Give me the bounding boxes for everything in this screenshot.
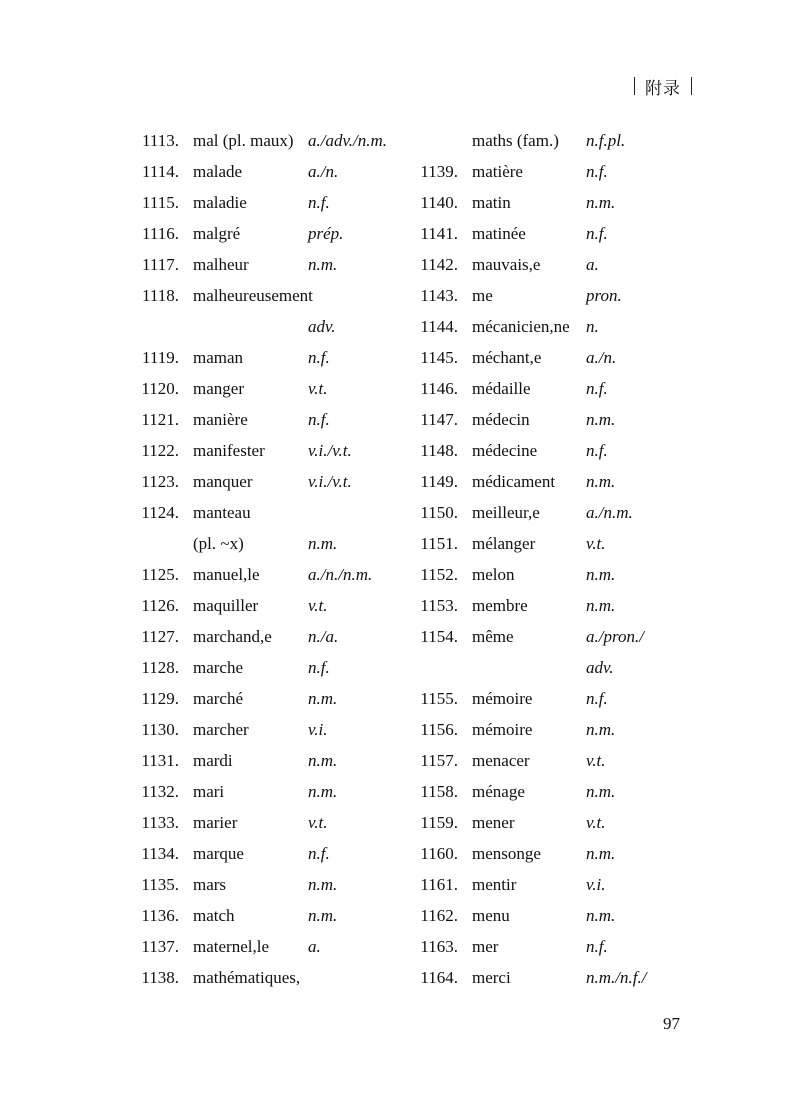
entry-word: marche bbox=[193, 658, 244, 677]
entry-part-of-speech: n.m. bbox=[586, 410, 616, 429]
list-item bbox=[0, 466, 800, 497]
entry-part-of-speech: n.m. bbox=[586, 906, 616, 925]
entry-number: 1142. bbox=[420, 255, 458, 274]
entry-number: 1136. bbox=[141, 906, 179, 925]
entry-part-of-speech: n.m. bbox=[308, 875, 338, 894]
entry-word: marchand,e bbox=[193, 627, 272, 646]
entry-word: marier bbox=[193, 813, 238, 832]
entry-part-of-speech: a./n. bbox=[308, 162, 339, 181]
entry-number: 1120. bbox=[141, 379, 179, 398]
entry-word: melon bbox=[472, 565, 515, 584]
entry-number: 1148. bbox=[420, 441, 458, 460]
list-item bbox=[0, 652, 800, 683]
entry-word: marcher bbox=[193, 720, 249, 739]
list-item bbox=[0, 342, 800, 373]
entry-part-of-speech: n.m. bbox=[308, 906, 338, 925]
entry-part-of-speech: a./adv./n.m. bbox=[308, 131, 388, 150]
list-item bbox=[0, 869, 800, 900]
entry-part-of-speech: adv. bbox=[308, 317, 336, 336]
entry-number: 1126. bbox=[141, 596, 179, 615]
entry-word: me bbox=[472, 286, 493, 305]
entry-number: 1119. bbox=[142, 348, 179, 367]
entry-part-of-speech: n.f. bbox=[308, 410, 330, 429]
entry-word: maman bbox=[193, 348, 244, 367]
list-item bbox=[0, 404, 800, 435]
entry-part-of-speech: n.m. bbox=[308, 689, 338, 708]
entry-number: 1124. bbox=[141, 503, 179, 522]
entry-part-of-speech: n.m. bbox=[586, 565, 616, 584]
entry-number: 1149. bbox=[420, 472, 458, 491]
entry-word: mauvais,e bbox=[472, 255, 541, 274]
entry-part-of-speech: prép. bbox=[308, 224, 344, 243]
entry-part-of-speech: v.t. bbox=[308, 379, 328, 398]
list-item bbox=[0, 311, 800, 342]
entry-word: match bbox=[193, 906, 235, 925]
list-item bbox=[0, 156, 800, 187]
entry-word: menu bbox=[472, 906, 510, 925]
entry-part-of-speech: a./n.m. bbox=[586, 503, 633, 522]
page-header bbox=[634, 74, 692, 98]
entry-part-of-speech: n.m./n.f./ bbox=[586, 968, 647, 987]
entry-number: 1121. bbox=[141, 410, 179, 429]
header-divider-right bbox=[691, 77, 692, 95]
entry-word: mari bbox=[193, 782, 225, 801]
entry-number: 1138. bbox=[141, 968, 179, 987]
list-item bbox=[0, 621, 800, 652]
entry-word: meilleur,e bbox=[472, 503, 540, 522]
entry-number: 1131. bbox=[141, 751, 179, 770]
entry-word: mardi bbox=[193, 751, 233, 770]
list-item bbox=[0, 714, 800, 745]
entry-word: malgré bbox=[193, 224, 241, 243]
entry-part-of-speech: v.i. bbox=[308, 720, 328, 739]
list-item bbox=[0, 683, 800, 714]
entry-number: 1161. bbox=[420, 875, 458, 894]
list-item bbox=[0, 931, 800, 962]
entry-part-of-speech: n.m. bbox=[586, 720, 616, 739]
entry-part-of-speech: n.f. bbox=[308, 658, 330, 677]
entry-number: 1164. bbox=[420, 968, 458, 987]
entry-word: mentir bbox=[472, 875, 517, 894]
entry-word: mars bbox=[193, 875, 227, 894]
entry-part-of-speech: v.t. bbox=[308, 813, 328, 832]
entry-number: 1139. bbox=[420, 162, 458, 181]
page-number: 97 bbox=[663, 1014, 680, 1033]
entry-number: 1154. bbox=[420, 627, 458, 646]
entry-word: maths (fam.) bbox=[472, 131, 559, 150]
entry-number: 1147. bbox=[420, 410, 458, 429]
list-item bbox=[0, 559, 800, 590]
header-divider-left bbox=[634, 77, 635, 95]
entry-number: 1156. bbox=[420, 720, 458, 739]
entry-word: mélanger bbox=[472, 534, 536, 553]
entry-number: 1163. bbox=[420, 937, 458, 956]
entry-number: 1130. bbox=[141, 720, 179, 739]
entry-part-of-speech: a./n./n.m. bbox=[308, 565, 373, 584]
entry-number: 1160. bbox=[420, 844, 458, 863]
header-title: 附录 bbox=[645, 78, 681, 98]
list-item bbox=[0, 280, 800, 311]
entry-word: mémoire bbox=[472, 720, 533, 739]
entry-part-of-speech: n.f. bbox=[586, 689, 608, 708]
entry-word: manière bbox=[193, 410, 248, 429]
list-item bbox=[0, 962, 800, 993]
list-item bbox=[0, 590, 800, 621]
list-item bbox=[0, 776, 800, 807]
entry-number: 1159. bbox=[420, 813, 458, 832]
entry-part-of-speech: n.m. bbox=[586, 782, 616, 801]
entry-word: matin bbox=[472, 193, 511, 212]
entry-word: mémoire bbox=[472, 689, 533, 708]
entry-word: marque bbox=[193, 844, 244, 863]
list-item bbox=[0, 900, 800, 931]
entry-word: malheur bbox=[193, 255, 249, 274]
entry-word: (pl. ~x) bbox=[193, 534, 244, 553]
entry-number: 1123. bbox=[141, 472, 179, 491]
entry-word: médecine bbox=[472, 441, 538, 460]
entry-part-of-speech: n.f. bbox=[586, 162, 608, 181]
list-item bbox=[0, 249, 800, 280]
entry-part-of-speech: v.i. bbox=[586, 875, 606, 894]
entry-number: 1146. bbox=[420, 379, 458, 398]
entry-word: matière bbox=[472, 162, 523, 181]
entry-number: 1115. bbox=[142, 193, 179, 212]
entry-word: malade bbox=[193, 162, 243, 181]
entry-word: maternel,le bbox=[193, 937, 269, 956]
entry-number: 1153. bbox=[420, 596, 458, 615]
list-item bbox=[0, 187, 800, 218]
entry-part-of-speech: v.t. bbox=[308, 596, 328, 615]
entry-number: 1128. bbox=[141, 658, 179, 677]
entry-part-of-speech: n.m. bbox=[586, 596, 616, 615]
entry-number: 1162. bbox=[420, 906, 458, 925]
list-item bbox=[0, 528, 800, 559]
entry-part-of-speech: n.f. bbox=[586, 937, 608, 956]
entry-part-of-speech: a./pron./ bbox=[586, 627, 644, 646]
list-item bbox=[0, 807, 800, 838]
entry-part-of-speech: n./a. bbox=[308, 627, 339, 646]
entry-part-of-speech: n.f. bbox=[586, 379, 608, 398]
entry-part-of-speech: v.i./v.t. bbox=[308, 441, 352, 460]
entry-number: 1143. bbox=[420, 286, 458, 305]
entry-part-of-speech: n.m. bbox=[586, 472, 616, 491]
list-item bbox=[0, 218, 800, 249]
entry-word: manifester bbox=[193, 441, 265, 460]
entry-number: 1125. bbox=[141, 565, 179, 584]
entry-number: 1141. bbox=[420, 224, 458, 243]
entry-word: merci bbox=[472, 968, 511, 987]
entry-number: 1127. bbox=[141, 627, 179, 646]
entry-word: même bbox=[472, 627, 514, 646]
entry-part-of-speech: n.f. bbox=[308, 844, 330, 863]
entry-word: manquer bbox=[193, 472, 253, 491]
entry-number: 1113. bbox=[142, 131, 179, 150]
entry-number: 1152. bbox=[420, 565, 458, 584]
entry-number: 1150. bbox=[420, 503, 458, 522]
entry-word: méchant,e bbox=[472, 348, 542, 367]
entry-word: maquiller bbox=[193, 596, 259, 615]
list-item bbox=[0, 745, 800, 776]
entry-part-of-speech: v.t. bbox=[586, 813, 606, 832]
entry-number: 1137. bbox=[141, 937, 179, 956]
entry-number: 1116. bbox=[142, 224, 179, 243]
entry-word: mer bbox=[472, 937, 499, 956]
entry-word: mécanicien,ne bbox=[472, 317, 570, 336]
entry-word: menacer bbox=[472, 751, 530, 770]
entry-part-of-speech: n.m. bbox=[308, 751, 338, 770]
entry-word: mensonge bbox=[472, 844, 541, 863]
entry-part-of-speech: n.m. bbox=[308, 255, 338, 274]
entry-number: 1151. bbox=[420, 534, 458, 553]
entry-part-of-speech: n. bbox=[586, 317, 599, 336]
entry-word: malheureusement bbox=[193, 286, 313, 305]
entry-part-of-speech: v.t. bbox=[586, 751, 606, 770]
entry-part-of-speech: n.f. bbox=[308, 348, 330, 367]
list-item bbox=[0, 838, 800, 869]
entry-part-of-speech: n.m. bbox=[308, 782, 338, 801]
entry-part-of-speech: n.f. bbox=[586, 441, 608, 460]
entry-part-of-speech: n.m. bbox=[308, 534, 338, 553]
entry-number: 1114. bbox=[142, 162, 179, 181]
entry-word: médecin bbox=[472, 410, 530, 429]
entry-part-of-speech: a./n. bbox=[586, 348, 617, 367]
entry-word: matinée bbox=[472, 224, 526, 243]
entry-word: mal (pl. maux) bbox=[193, 131, 294, 150]
entry-number: 1129. bbox=[141, 689, 179, 708]
entry-number: 1158. bbox=[420, 782, 458, 801]
entry-word: ménage bbox=[472, 782, 525, 801]
entry-part-of-speech: v.i./v.t. bbox=[308, 472, 352, 491]
entry-part-of-speech: adv. bbox=[586, 658, 614, 677]
list-item bbox=[0, 373, 800, 404]
entry-word: médicament bbox=[472, 472, 556, 491]
entry-number: 1157. bbox=[420, 751, 458, 770]
entry-number: 1135. bbox=[141, 875, 179, 894]
entry-part-of-speech: n.m. bbox=[586, 844, 616, 863]
entry-number: 1134. bbox=[141, 844, 179, 863]
list-item bbox=[0, 435, 800, 466]
entry-part-of-speech: n.f.pl. bbox=[586, 131, 626, 150]
entry-word: membre bbox=[472, 596, 528, 615]
entry-part-of-speech: a. bbox=[308, 937, 321, 956]
entry-word: maladie bbox=[193, 193, 247, 212]
entry-word: mathématiques, bbox=[193, 968, 301, 987]
entry-number: 1155. bbox=[420, 689, 458, 708]
entry-part-of-speech: a. bbox=[586, 255, 599, 274]
entry-word: manuel,le bbox=[193, 565, 260, 584]
entry-word: médaille bbox=[472, 379, 531, 398]
entry-word: marché bbox=[193, 689, 244, 708]
entry-word: manger bbox=[193, 379, 244, 398]
list-item bbox=[0, 497, 800, 528]
entry-number: 1118. bbox=[142, 286, 179, 305]
entry-number: 1140. bbox=[420, 193, 458, 212]
entry-word: manteau bbox=[193, 503, 251, 522]
entry-word: mener bbox=[472, 813, 515, 832]
entry-part-of-speech: pron. bbox=[586, 286, 622, 305]
entry-part-of-speech: n.f. bbox=[308, 193, 330, 212]
entry-number: 1132. bbox=[141, 782, 179, 801]
entry-part-of-speech: n.f. bbox=[586, 224, 608, 243]
entry-part-of-speech: v.t. bbox=[586, 534, 606, 553]
entry-number: 1145. bbox=[420, 348, 458, 367]
list-item bbox=[0, 125, 800, 156]
entry-part-of-speech: n.m. bbox=[586, 193, 616, 212]
entry-number: 1144. bbox=[420, 317, 458, 336]
entry-number: 1133. bbox=[141, 813, 179, 832]
entry-number: 1122. bbox=[141, 441, 179, 460]
entry-number: 1117. bbox=[142, 255, 179, 274]
